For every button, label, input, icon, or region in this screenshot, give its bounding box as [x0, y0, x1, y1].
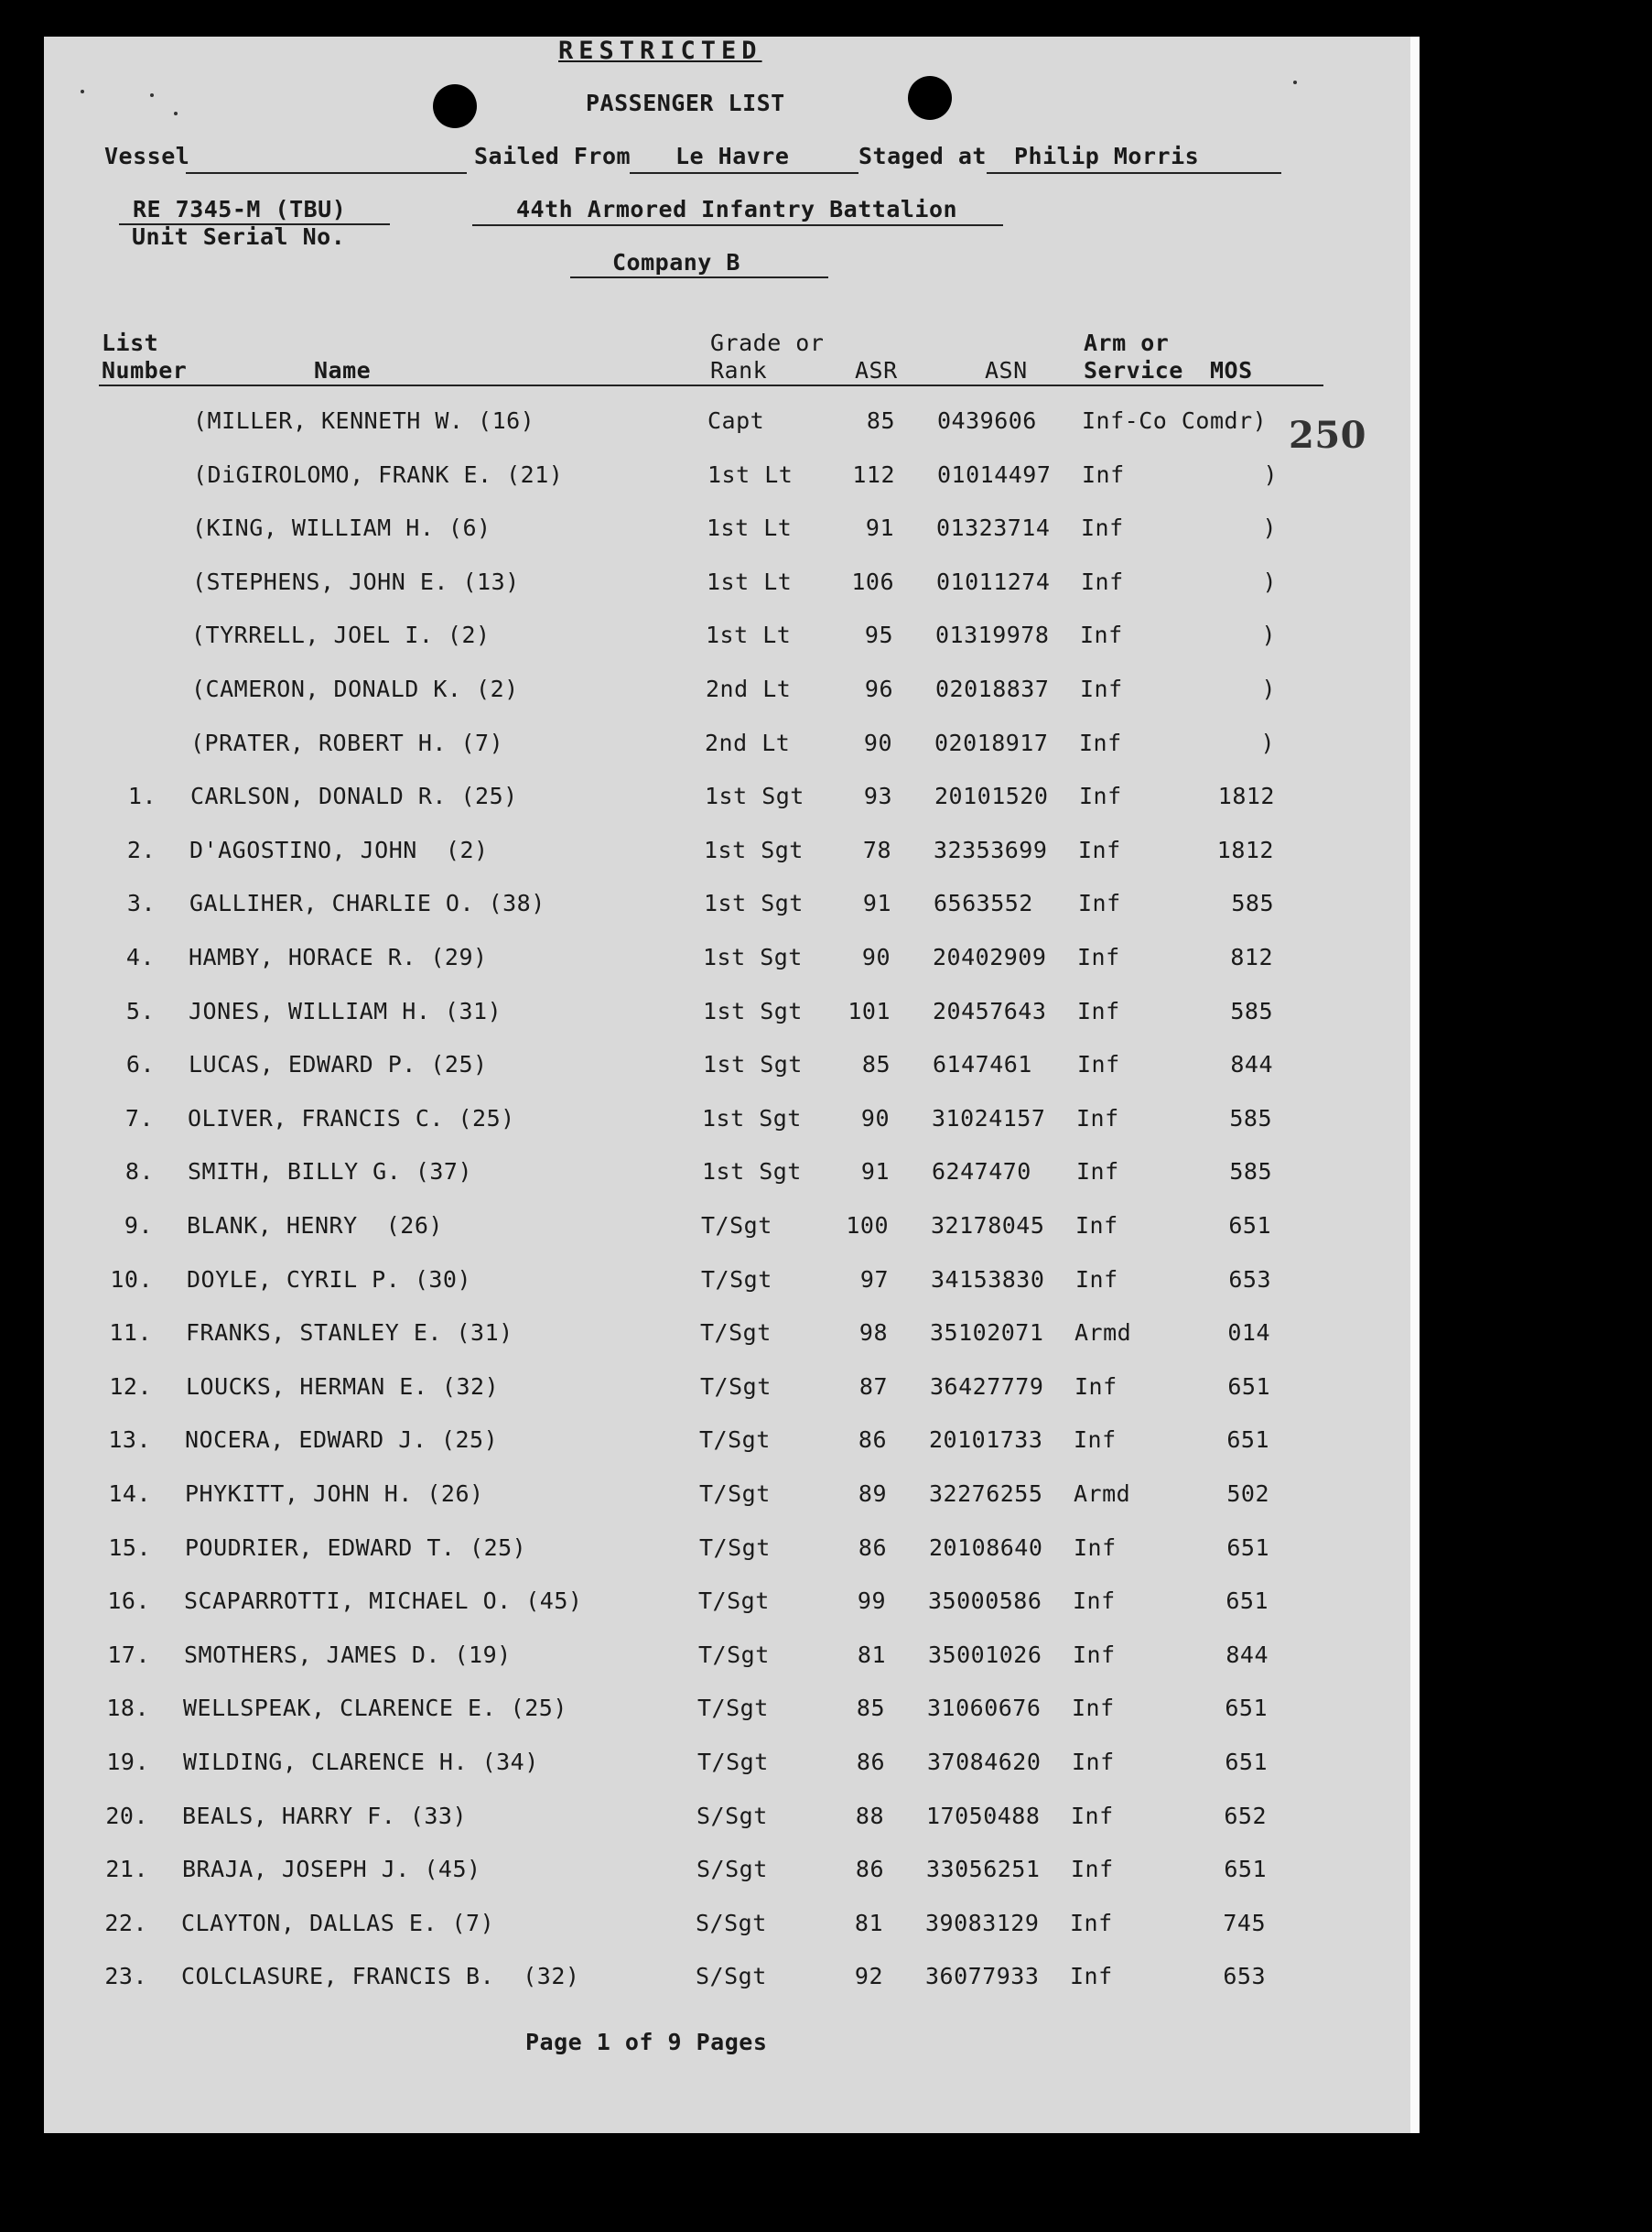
cell-num: 9. [124, 1212, 153, 1239]
cell-asr: 93 [863, 783, 892, 810]
cell-mos: 502 [1226, 1480, 1269, 1507]
table-row [44, 1803, 1417, 1839]
cell-asn: 6247470 [932, 1158, 1031, 1186]
unit-serial-value: RE 7345-M (TBU) [133, 196, 347, 222]
cell-num: 15. [108, 1533, 151, 1561]
cell-num: 23. [104, 1963, 147, 1990]
cell-arm: Inf [1079, 729, 1122, 756]
cell-arm: Inf [1078, 836, 1121, 863]
cell-num: 2. [126, 836, 156, 863]
cell-grade: Capt [707, 407, 765, 434]
cell-name: CLAYTON, DALLAS E. (7) [181, 1909, 495, 1936]
col-grade-2: Rank [710, 357, 768, 384]
cell-grade: S/Sgt [696, 1909, 767, 1936]
cell-name: D'AGOSTINO, JOHN (2) [189, 836, 489, 863]
cell-name: (MILLER, KENNETH W. (16) [193, 407, 535, 434]
cell-asr: 96 [864, 676, 893, 702]
table-row [44, 1051, 1417, 1088]
cell-arm: Inf [1074, 1426, 1117, 1454]
table-row [44, 1910, 1417, 1946]
cell-name: WILDING, CLARENCE H. (34) [183, 1749, 539, 1775]
cell-asr: 88 [855, 1802, 884, 1829]
cell-mos: ) [1261, 622, 1276, 649]
cell-mos: 651 [1225, 1695, 1268, 1722]
cell-grade: T/Sgt [700, 1372, 772, 1400]
cell-asn: 17050488 [926, 1802, 1041, 1829]
cell-num: 17. [107, 1641, 150, 1668]
cell-arm: Inf [1077, 1051, 1120, 1078]
cell-arm: Inf [1080, 676, 1123, 702]
cell-asn: 6147461 [933, 1051, 1032, 1078]
cell-name: OLIVER, FRANCIS C. (25) [188, 1104, 515, 1132]
cell-name: SMOTHERS, JAMES D. (19) [184, 1641, 512, 1668]
table-row [44, 730, 1417, 766]
cell-asr: 89 [858, 1480, 887, 1507]
cell-arm: Inf [1070, 1963, 1113, 1990]
cell-asr: 91 [865, 515, 894, 542]
cell-name: COLCLASURE, FRANCIS B. (32) [181, 1963, 580, 1990]
cell-name: WELLSPEAK, CLARENCE E. (25) [183, 1695, 567, 1722]
cell-grade: S/Sgt [696, 1802, 768, 1829]
table-row [44, 998, 1417, 1035]
cell-asr: 81 [854, 1909, 883, 1936]
cell-mos: 651 [1226, 1587, 1269, 1615]
table-row [44, 1963, 1417, 1999]
cell-grade: 1st Lt [707, 515, 793, 542]
cell-asr: 91 [862, 890, 891, 917]
cell-arm: Inf [1076, 1104, 1119, 1132]
cell-num: 18. [106, 1695, 149, 1722]
cell-asn: 31060676 [927, 1695, 1042, 1722]
table-row [44, 515, 1417, 551]
document-title: PASSENGER LIST [586, 90, 785, 116]
classification-stamp: RESTRICTED [558, 37, 762, 65]
cell-asn: 20457643 [933, 997, 1047, 1024]
cell-arm: Inf [1071, 1802, 1114, 1829]
table-row [44, 1426, 1417, 1463]
cell-grade: T/Sgt [701, 1265, 772, 1293]
cell-grade: T/Sgt [699, 1533, 771, 1561]
cell-asn: 6563552 [934, 890, 1033, 917]
cell-mos: 652 [1224, 1802, 1267, 1829]
cell-arm: Inf [1082, 460, 1125, 488]
table-row [44, 944, 1417, 981]
table-row [44, 1534, 1417, 1571]
cell-asn: 01319978 [935, 622, 1050, 649]
staged-at-value: Philip Morris [1014, 143, 1200, 169]
header-rule [99, 385, 1323, 386]
cell-asn: 01011274 [936, 568, 1051, 595]
cell-name: POUDRIER, EDWARD T. (25) [185, 1533, 527, 1561]
cell-name: (CAMERON, DONALD K. (2) [191, 676, 519, 702]
cell-num: 3. [126, 890, 156, 917]
cell-num: 16. [107, 1587, 150, 1615]
cell-asr: 101 [848, 997, 891, 1024]
cell-arm: Inf [1073, 1587, 1116, 1615]
table-row [44, 1587, 1417, 1624]
cell-mos: 651 [1224, 1856, 1267, 1883]
cell-num: 12. [109, 1372, 152, 1400]
punch-hole-right [908, 76, 952, 120]
cell-asn: 39083129 [925, 1909, 1040, 1936]
cell-asr: 86 [858, 1426, 887, 1454]
cell-num: 20. [105, 1802, 148, 1829]
vessel-label: Vessel [104, 143, 190, 169]
cell-name: NOCERA, EDWARD J. (25) [185, 1426, 499, 1454]
table-row [44, 569, 1417, 605]
cell-name: (PRATER, ROBERT H. (7) [190, 729, 504, 756]
cell-asn: 33056251 [926, 1856, 1041, 1883]
cell-mos: 653 [1228, 1265, 1271, 1293]
cell-asn: 35000586 [928, 1587, 1042, 1615]
cell-num: 22. [104, 1909, 147, 1936]
cell-name: SMITH, BILLY G. (37) [188, 1158, 473, 1186]
cell-mos: 812 [1230, 944, 1273, 970]
cell-arm: Inf [1072, 1695, 1115, 1722]
cell-grade: 1st Sgt [703, 997, 803, 1024]
cell-grade: 1st Sgt [704, 890, 804, 917]
cell-asr: 97 [859, 1265, 889, 1293]
cell-grade: 1st Lt [707, 460, 794, 488]
cell-asr: 106 [851, 568, 894, 595]
cell-mos: 1812 [1216, 836, 1274, 863]
cell-mos: 651 [1228, 1212, 1271, 1239]
cell-mos: ) [1262, 515, 1277, 542]
cell-asn: 02018837 [935, 676, 1050, 702]
cell-asr: 90 [863, 729, 892, 756]
cell-mos: 653 [1223, 1963, 1266, 1990]
cell-arm: Inf [1081, 568, 1124, 595]
cell-num: 5. [125, 997, 155, 1024]
paper-edge [1410, 37, 1420, 2133]
cell-name: HAMBY, HORACE R. (29) [189, 944, 488, 970]
company-underline [570, 276, 828, 278]
col-name: Name [314, 357, 372, 384]
cell-name: PHYKITT, JOHN H. (26) [185, 1480, 484, 1507]
cell-name: (DiGIROLOMO, FRANK E. (21) [193, 460, 564, 488]
cell-name: GALLIHER, CHARLIE O. (38) [189, 890, 545, 917]
cell-asn: 02018917 [934, 729, 1049, 756]
cell-grade: T/Sgt [697, 1749, 769, 1775]
cell-name: (KING, WILLIAM H. (6) [192, 515, 491, 542]
cell-grade: 2nd Lt [706, 676, 792, 702]
cell-mos: 651 [1225, 1749, 1268, 1775]
cell-mos: 651 [1226, 1533, 1269, 1561]
table-row [44, 1158, 1417, 1195]
cell-grade: T/Sgt [699, 1426, 771, 1454]
cell-asn: 01323714 [936, 515, 1051, 542]
cell-asr: 90 [861, 944, 891, 970]
cell-asn: 36427779 [930, 1372, 1044, 1400]
company-name: Company B [612, 249, 740, 276]
sailed-from-label: Sailed From [474, 143, 632, 169]
cell-asr: 91 [860, 1158, 890, 1186]
cell-asn: 31024157 [932, 1104, 1046, 1132]
punch-hole-left [433, 84, 477, 128]
cell-grade: T/Sgt [698, 1587, 770, 1615]
staged-at-label: Staged at [858, 143, 987, 169]
cell-mos: 585 [1230, 997, 1273, 1024]
cell-arm: Inf [1072, 1749, 1115, 1775]
cell-mos: 585 [1229, 1158, 1272, 1186]
cell-grade: T/Sgt [697, 1695, 769, 1722]
speck [1293, 81, 1297, 84]
col-list-number-2: Number [102, 357, 188, 384]
table-row [44, 1212, 1417, 1249]
cell-asr: 86 [858, 1533, 887, 1561]
table-row [44, 890, 1417, 926]
cell-asn: 32178045 [931, 1212, 1045, 1239]
cell-asn: 32276255 [929, 1480, 1043, 1507]
table-row [44, 461, 1417, 498]
cell-name: BRAJA, JOSEPH J. (45) [182, 1856, 481, 1883]
cell-grade: T/Sgt [700, 1319, 772, 1347]
cell-asr: 86 [856, 1749, 885, 1775]
cell-name: (STEPHENS, JOHN E. (13) [192, 568, 520, 595]
cell-mos: 014 [1227, 1319, 1270, 1347]
cell-asn: 32353699 [934, 836, 1048, 863]
col-asr: ASR [855, 357, 898, 384]
cell-grade: 1st Sgt [705, 783, 804, 810]
document-page [44, 37, 1417, 2133]
cell-mos: ) [1261, 676, 1276, 702]
cell-arm: Inf [1077, 997, 1120, 1024]
cell-mos: 585 [1229, 1104, 1272, 1132]
staged-at-underline [987, 172, 1281, 174]
table-row [44, 1641, 1417, 1678]
cell-arm: Inf [1076, 1158, 1119, 1186]
cell-name: SCAPARROTTI, MICHAEL O. (45) [184, 1587, 583, 1615]
cell-asr: 99 [857, 1587, 886, 1615]
cell-grade: 1st Lt [706, 622, 792, 649]
cell-asr: 90 [860, 1104, 890, 1132]
page-indicator: Page 1 of 9 Pages [525, 2029, 768, 2055]
cell-asr: 112 [852, 460, 895, 488]
cell-arm: Armd [1074, 1319, 1132, 1347]
cell-name: BEALS, HARRY F. (33) [182, 1802, 468, 1829]
cell-arm: Inf [1078, 890, 1121, 917]
cell-asn: 34153830 [931, 1265, 1045, 1293]
cell-name: DOYLE, CYRIL P. (30) [187, 1265, 472, 1293]
table-row [44, 622, 1417, 658]
table-row [44, 1749, 1417, 1785]
cell-grade: 1st Sgt [702, 1104, 802, 1132]
cell-arm: Inf [1071, 1856, 1114, 1883]
col-list-number-1: List [102, 330, 159, 356]
cell-mos: 651 [1226, 1426, 1269, 1454]
table-row [44, 1856, 1417, 1892]
cell-grade: T/Sgt [699, 1480, 771, 1507]
cell-name: (TYRRELL, JOEL I. (2) [191, 622, 491, 649]
cell-asn: 36077933 [925, 1963, 1040, 1990]
speck [174, 112, 178, 115]
speck [81, 90, 84, 93]
table-row [44, 1373, 1417, 1410]
col-arm-1: Arm or [1084, 330, 1170, 356]
table-row [44, 783, 1417, 819]
cell-num: 8. [124, 1158, 154, 1186]
cell-num: 7. [124, 1104, 154, 1132]
cell-arm: Inf [1074, 1372, 1118, 1400]
cell-grade: T/Sgt [698, 1641, 770, 1668]
cell-name: BLANK, HENRY (26) [187, 1212, 443, 1239]
table-row [44, 676, 1417, 712]
cell-grade: T/Sgt [701, 1212, 772, 1239]
cell-asr: 86 [855, 1856, 884, 1883]
handwritten-number: 250 [1289, 414, 1366, 457]
cell-asr: 78 [862, 836, 891, 863]
cell-asn: 20101733 [929, 1426, 1043, 1454]
cell-num: 14. [108, 1480, 151, 1507]
cell-grade: 1st Sgt [704, 836, 804, 863]
cell-arm: Inf [1074, 1533, 1117, 1561]
cell-arm: Inf [1075, 1265, 1118, 1293]
cell-asn: 35001026 [928, 1641, 1042, 1668]
cell-mos: ) [1263, 460, 1278, 488]
cell-arm: Inf [1081, 515, 1124, 542]
cell-asr: 95 [864, 622, 893, 649]
cell-mos: 844 [1226, 1641, 1269, 1668]
cell-mos: 651 [1227, 1372, 1270, 1400]
cell-num: 11. [109, 1319, 152, 1347]
cell-arm: Inf [1079, 783, 1122, 810]
sailed-from-underline [630, 172, 858, 174]
cell-mos: 745 [1223, 1909, 1266, 1936]
cell-asr: 98 [858, 1319, 888, 1347]
cell-num: 10. [110, 1265, 153, 1293]
cell-arm: Inf [1075, 1212, 1118, 1239]
col-arm-2: Service [1084, 357, 1183, 384]
cell-asn: 20108640 [929, 1533, 1043, 1561]
cell-arm: Inf-Co Comdr) [1082, 407, 1268, 434]
table-row [44, 1319, 1417, 1356]
table-row [44, 407, 1417, 444]
cell-grade: 1st Sgt [703, 1051, 803, 1078]
col-grade-1: Grade or [710, 330, 825, 356]
cell-asn: 0439606 [937, 407, 1037, 434]
cell-arm: Inf [1073, 1641, 1116, 1668]
cell-name: FRANKS, STANLEY E. (31) [186, 1319, 513, 1347]
cell-name: CARLSON, DONALD R. (25) [190, 783, 518, 810]
cell-asr: 100 [846, 1212, 889, 1239]
cell-arm: Armd [1074, 1480, 1131, 1507]
cell-name: LUCAS, EDWARD P. (25) [189, 1051, 488, 1078]
cell-grade: S/Sgt [696, 1963, 767, 1990]
cell-asr: 81 [857, 1641, 886, 1668]
cell-num: 1. [127, 783, 157, 810]
unit-name-underline [472, 224, 1003, 226]
table-row [44, 1480, 1417, 1517]
cell-asr: 85 [861, 1051, 891, 1078]
table-row [44, 1266, 1417, 1303]
cell-mos: ) [1262, 568, 1277, 595]
cell-grade: S/Sgt [696, 1856, 768, 1883]
col-mos: MOS [1210, 357, 1253, 384]
cell-mos: 585 [1231, 890, 1274, 917]
speck [150, 93, 154, 97]
cell-num: 6. [125, 1051, 155, 1078]
unit-name: 44th Armored Infantry Battalion [516, 196, 958, 222]
cell-grade: 2nd Lt [705, 729, 791, 756]
table-row [44, 1105, 1417, 1142]
cell-asn: 01014497 [937, 460, 1052, 488]
cell-num: 21. [105, 1856, 148, 1883]
cell-num: 13. [108, 1426, 151, 1454]
cell-name: LOUCKS, HERMAN E. (32) [186, 1372, 500, 1400]
cell-num: 19. [106, 1749, 149, 1775]
col-asn: ASN [985, 357, 1028, 384]
cell-grade: 1st Sgt [702, 1158, 802, 1186]
cell-arm: Inf [1080, 622, 1123, 649]
vessel-underline [186, 172, 467, 174]
cell-arm: Inf [1070, 1909, 1113, 1936]
unit-serial-label: Unit Serial No. [132, 223, 346, 250]
cell-grade: 1st Lt [707, 568, 793, 595]
cell-asr: 85 [866, 407, 895, 434]
table-row [44, 1695, 1417, 1731]
cell-asn: 20402909 [933, 944, 1047, 970]
cell-mos: 1812 [1217, 783, 1275, 810]
cell-num: 4. [125, 944, 155, 970]
cell-arm: Inf [1077, 944, 1120, 970]
cell-grade: 1st Sgt [703, 944, 803, 970]
cell-asn: 35102071 [930, 1319, 1044, 1347]
cell-name: JONES, WILLIAM H. (31) [189, 997, 502, 1024]
cell-asr: 87 [858, 1372, 888, 1400]
cell-asr: 85 [856, 1695, 885, 1722]
cell-asn: 20101520 [934, 783, 1049, 810]
cell-asn: 37084620 [927, 1749, 1042, 1775]
cell-mos: ) [1260, 729, 1275, 756]
cell-asr: 92 [854, 1963, 883, 1990]
table-row [44, 837, 1417, 873]
cell-mos: 844 [1230, 1051, 1273, 1078]
sailed-from-value: Le Havre [675, 143, 790, 169]
